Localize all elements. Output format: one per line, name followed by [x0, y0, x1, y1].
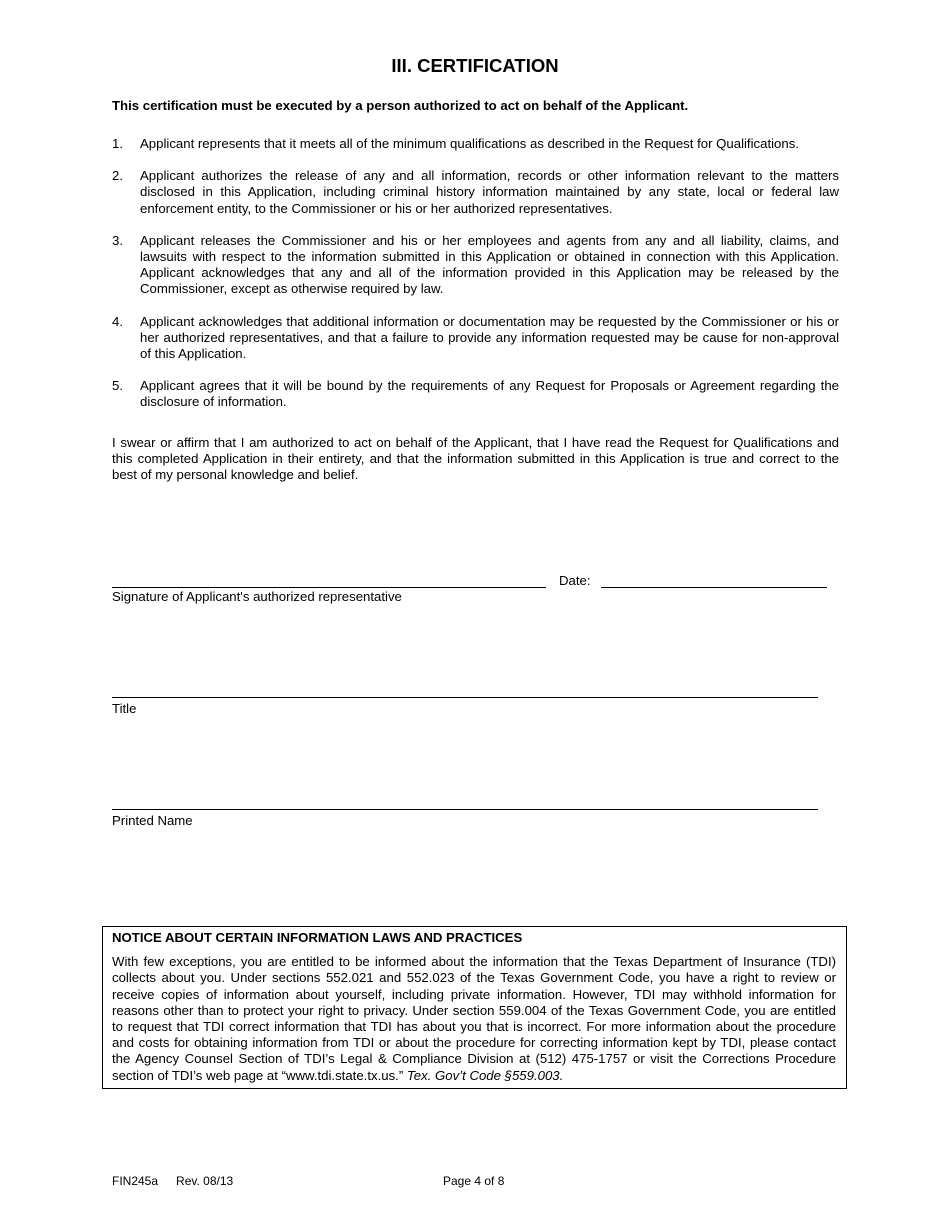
information-notice-box [102, 926, 847, 1089]
item-text: Applicant agrees that it will be bound by the requirements of any Request for Proposals or Agreement regarding the disclosure of information. [140, 378, 839, 410]
item-text: Applicant authorizes the release of any and all information, records or other information relevant to the matters disclosed in this Application, including criminal history information maintained by any state, local or federal law enforcement entity, to the Commissioner or his or her authorized representatives. [140, 168, 839, 216]
form-revision: Rev. 08/13 [176, 1174, 234, 1188]
item-text: Applicant releases the Commissioner and his or her employees and agents from any and all liability, claims, and lawsuits with respect to the information submitted in this Application or obtained in connection with this Application. Applicant acknowledges that any and all of the information provided in this Application may be released by the Commissioner, except as otherwise required by law. [140, 232, 839, 297]
printed-name-field[interactable] [112, 809, 818, 810]
item-text: Applicant acknowledges that additional information or documentation may be requested by the Commissioner or his or her authorized representatives, and that a failure to provide any information requested may be cause for non-approval of this Application. [140, 313, 839, 362]
printed-name-caption: Printed Name [112, 813, 193, 828]
item-number: 1. [112, 136, 123, 151]
form-id: FIN245a [112, 1174, 159, 1188]
signature-field[interactable] [112, 587, 546, 588]
notice-citation: Tex. Gov’t Code §559.003. [406, 1067, 564, 1083]
notice-text: With few exceptions, you are entitled to be informed about the information that the Texas Department of Insurance (TDI) collects about you. Under sections 552.021 and 552.023 of the Texas Government Code, you have a right to review or receive copies of information about yourself, including private information. However, TDI may withhold information for reasons other than to protect your right to privacy. Under section 559.004 of the Texas Government Code, you are entitled to request that TDI correct information that TDI has about you that is incorrect. For more information about the procedure and costs for obtaining information from TDI or about the procedure for correcting information kept by TDI, please contact the Agency Counsel Section of TDI’s Legal & Compliance Division at (512) 475-1757 or visit the Corrections Procedure section of TDI’s web page at “www.tdi.state.tx.us.” [112, 954, 836, 1083]
item-number: 4. [112, 313, 123, 329]
notice-title: NOTICE ABOUT CERTAIN INFORMATION LAWS AND PRACTICES [112, 930, 523, 945]
signature-caption: Signature of Applicant's authorized representative [112, 589, 402, 604]
oath-statement: I swear or affirm that I am authorized to act on behalf of the Applicant, that I have read the Request for Qualifications and this completed Application in their entirety, and that the information submitted in this Application is true and correct to the best of my personal knowledge and belief. [112, 435, 839, 483]
certification-intro: This certification must be executed by a person authorized to act on behalf of the Applicant. [112, 98, 689, 113]
item-number: 3. [112, 232, 123, 248]
list-item [112, 378, 839, 410]
title-field[interactable] [112, 697, 818, 698]
certification-list [112, 136, 839, 427]
date-label: Date: [559, 573, 591, 588]
item-number: 2. [112, 168, 123, 184]
list-item [112, 168, 839, 217]
form-identifier [112, 1173, 233, 1189]
page-number: Page 4 of 8 [443, 1174, 505, 1188]
date-field[interactable] [601, 587, 827, 588]
list-item [112, 136, 839, 152]
section-heading: III. CERTIFICATION [391, 55, 559, 76]
list-item [112, 314, 839, 363]
title-caption: Title [112, 701, 137, 716]
item-text: Applicant represents that it meets all of the minimum qualifications as described in the Request for Qualifications. [140, 136, 799, 151]
notice-body [112, 954, 836, 1084]
list-item [112, 233, 839, 298]
item-number: 5. [112, 378, 123, 394]
